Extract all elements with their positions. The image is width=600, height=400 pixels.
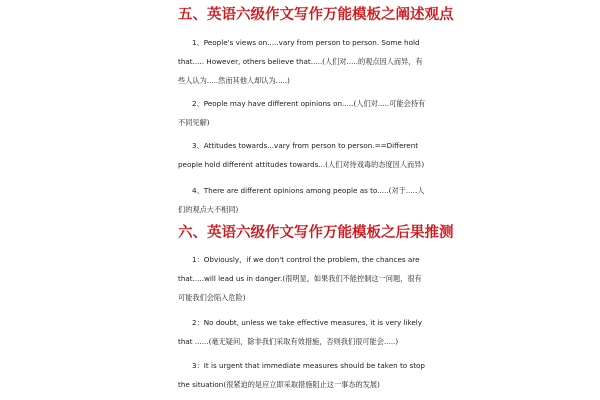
paragraph-urgent: 3：It is urgent that immediate measures should be taken to stop the situation(很紧迫的是应立即采取措施阻止这一事态的发展) (178, 361, 425, 389)
paragraph-opinions-as-to: 4、There are different opinions among people as to.....(对于.....人们的观点大不相同) (178, 186, 425, 214)
paragraph-attitudes: 3、Attitudes towards...vary from person to person.==Different people hold different attitudes towards...(人们对待戏毒的态度因人而异) (178, 141, 425, 169)
paragraph-obviously: 1：Obviously，if we don't control the problem, the chances are that.....will lead us in danger.(很明显，如果我们不能控制这一问题，很有可能我们会陷入危险) (178, 255, 422, 302)
section-heading-consequences: 六、英语六级作文写作万能模板之后果推测 (178, 224, 454, 241)
paragraph-different-opinions: 2、People may have different opinions on.....(人们对.....可能会持有不同见解) (178, 99, 426, 127)
section-heading-state-views: 五、英语六级作文写作万能模板之阐述观点 (178, 6, 454, 23)
paragraph-views-vary: 1、People's views on.....vary from person to person. Some hold that..... However, others believe that.....(人们对.....的观点因人而异，有些人认为.....然而其他人却认为.....) (178, 38, 423, 85)
paragraph-no-doubt: 2：No doubt, unless we take effective measures, it is very likely that ......(毫无疑问，除非我们采取有效措施，否则我们很可能会.....) (178, 318, 423, 346)
